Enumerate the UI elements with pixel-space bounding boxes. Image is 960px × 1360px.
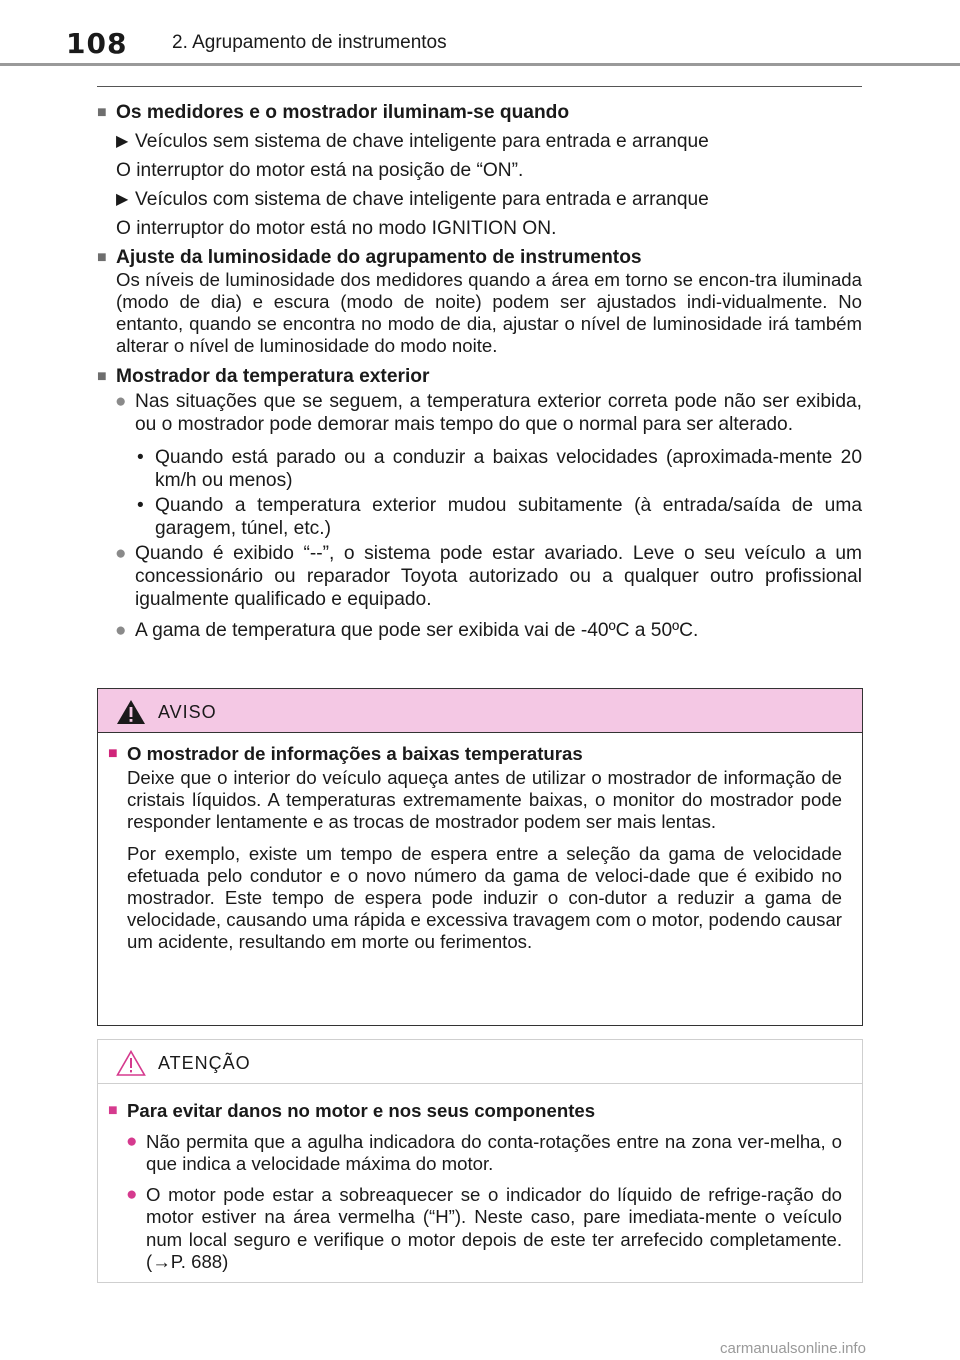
warning-header: [98, 689, 862, 733]
warning-body: [98, 733, 862, 953]
square-icon: ■: [108, 745, 118, 762]
square-icon: ■: [97, 104, 107, 121]
warning-label: AVISO: [158, 702, 217, 722]
paragraph: Os níveis de luminosidade dos medidores quando a área em torno se encon-tra iluminada (modo de dia) e escura (modo de noite) podem ser ajustados indi-vidualmente. No entanto, quando se encontra no modo de dia, ajustar o nível de luminosidade irá também alterar o nível de luminosidade do modo noite.: [116, 269, 862, 356]
list-item: • Quando está parado ou a conduzir a baixas velocidades (aproximada-mente 20 km/h ou menos): [137, 447, 862, 491]
paragraph: O interruptor do motor está no modo IGNITION ON.: [116, 218, 557, 239]
circle-bullet-icon: ●: [115, 391, 127, 412]
page-header: [0, 0, 960, 70]
paragraph: Deixe que o interior do veículo aqueça antes de utilizar o mostrador de informação de cristais líquidos. A temperaturas extremamente baixas, o monitor do mostrador pode responder lentamente e as trocas de mostrador podem ser mais lentas.: [127, 766, 842, 832]
bullet-item: ● Nas situações que se seguem, a temperatura exterior correta pode não ser exibida, ou o mostrador pode demorar mais tempo do que o normal para ser alterado.: [115, 391, 862, 435]
caution-triangle-icon: [116, 1050, 146, 1076]
chapter-title: 2. Agrupamento de instrumentos: [172, 32, 447, 53]
section-title: ■ Para evitar danos no motor e nos seus componentes: [108, 1100, 596, 1121]
list-item: • Quando a temperatura exterior mudou subitamente (à entrada/saída de uma garagem, túnel, etc.): [137, 495, 862, 539]
content-rule: [97, 86, 862, 87]
bullet-mark: •: [137, 495, 144, 516]
section-title: ■ Mostrador da temperatura exterior: [97, 366, 430, 387]
section-outside-temperature: [97, 365, 862, 642]
section-title: ■ Ajuste da luminosidade do agrupamento de instrumentos: [97, 247, 642, 268]
bullet-item: ● Não permita que a agulha indicadora do conta-rotações entre na zona ver-melha, o que indica a velocidade máxima do motor.: [126, 1130, 842, 1174]
circle-bullet-icon: ●: [115, 543, 127, 564]
page-number: 108: [66, 27, 128, 60]
bullet-item: ● A gama de temperatura que pode ser exibida vai de -40ºC a 50ºC.: [115, 620, 699, 641]
bullet-item: ● Quando é exibido “--”, o sistema pode estar avariado. Leve o seu veículo a um concessionário ou reparador Toyota autorizado ou a qualquer outro profissional igualmente qualificado e equipado.: [115, 543, 862, 610]
caution-body: [98, 1084, 862, 1274]
section-brightness: [97, 246, 862, 357]
paragraph: O interruptor do motor está na posição de “ON”.: [116, 160, 524, 181]
section-illumination: [97, 101, 862, 240]
warning-box: [97, 688, 863, 1026]
square-icon: ■: [97, 249, 107, 266]
caution-label: ATENÇÃO: [158, 1053, 251, 1073]
warning-triangle-icon: [116, 699, 146, 725]
circle-bullet-icon: ●: [115, 620, 127, 641]
triangle-icon: ▶: [116, 133, 129, 150]
triangle-icon: ▶: [116, 191, 129, 208]
sub-heading: ▶ Veículos sem sistema de chave inteligente para entrada e arranque: [116, 131, 709, 152]
main-content: [97, 95, 862, 642]
square-icon: ■: [97, 368, 107, 385]
bullet-mark: •: [137, 447, 144, 468]
paragraph: Por exemplo, existe um tempo de espera entre a seleção da gama de velocidade efetuada pelo condutor e o novo número da gama de veloci-dade que é exibido no mostrador. Este tempo de espera pode induzir o con-dutor a reduzir a gama de velocidade, causando uma rápida e excessiva travagem com o motor, podendo causar um acidente, resultando em morte ou ferimentos.: [127, 842, 842, 952]
circle-bullet-icon: ●: [126, 1183, 138, 1205]
square-icon: ■: [108, 1102, 118, 1119]
section-title: ■ Os medidores e o mostrador iluminam-se quando: [97, 102, 570, 123]
circle-bullet-icon: ●: [126, 1130, 138, 1152]
watermark: carmanualsonline.info: [720, 1340, 866, 1357]
section-title: ■ O mostrador de informações a baixas temperaturas: [108, 743, 583, 764]
caution-header: [98, 1040, 862, 1084]
bullet-item: ● O motor pode estar a sobreaquecer se o indicador do líquido de refrige-ração do motor estiver na área vermelha (“H”). Neste caso, pare imediata-mente o veículo num local seguro e verifique o motor depois de este ter arrefecido completamente.(→P. 688): [126, 1183, 842, 1272]
sub-heading: ▶ Veículos com sistema de chave inteligente para entrada e arranque: [116, 189, 709, 210]
header-rule: [0, 63, 960, 66]
caution-box: [97, 1039, 863, 1283]
